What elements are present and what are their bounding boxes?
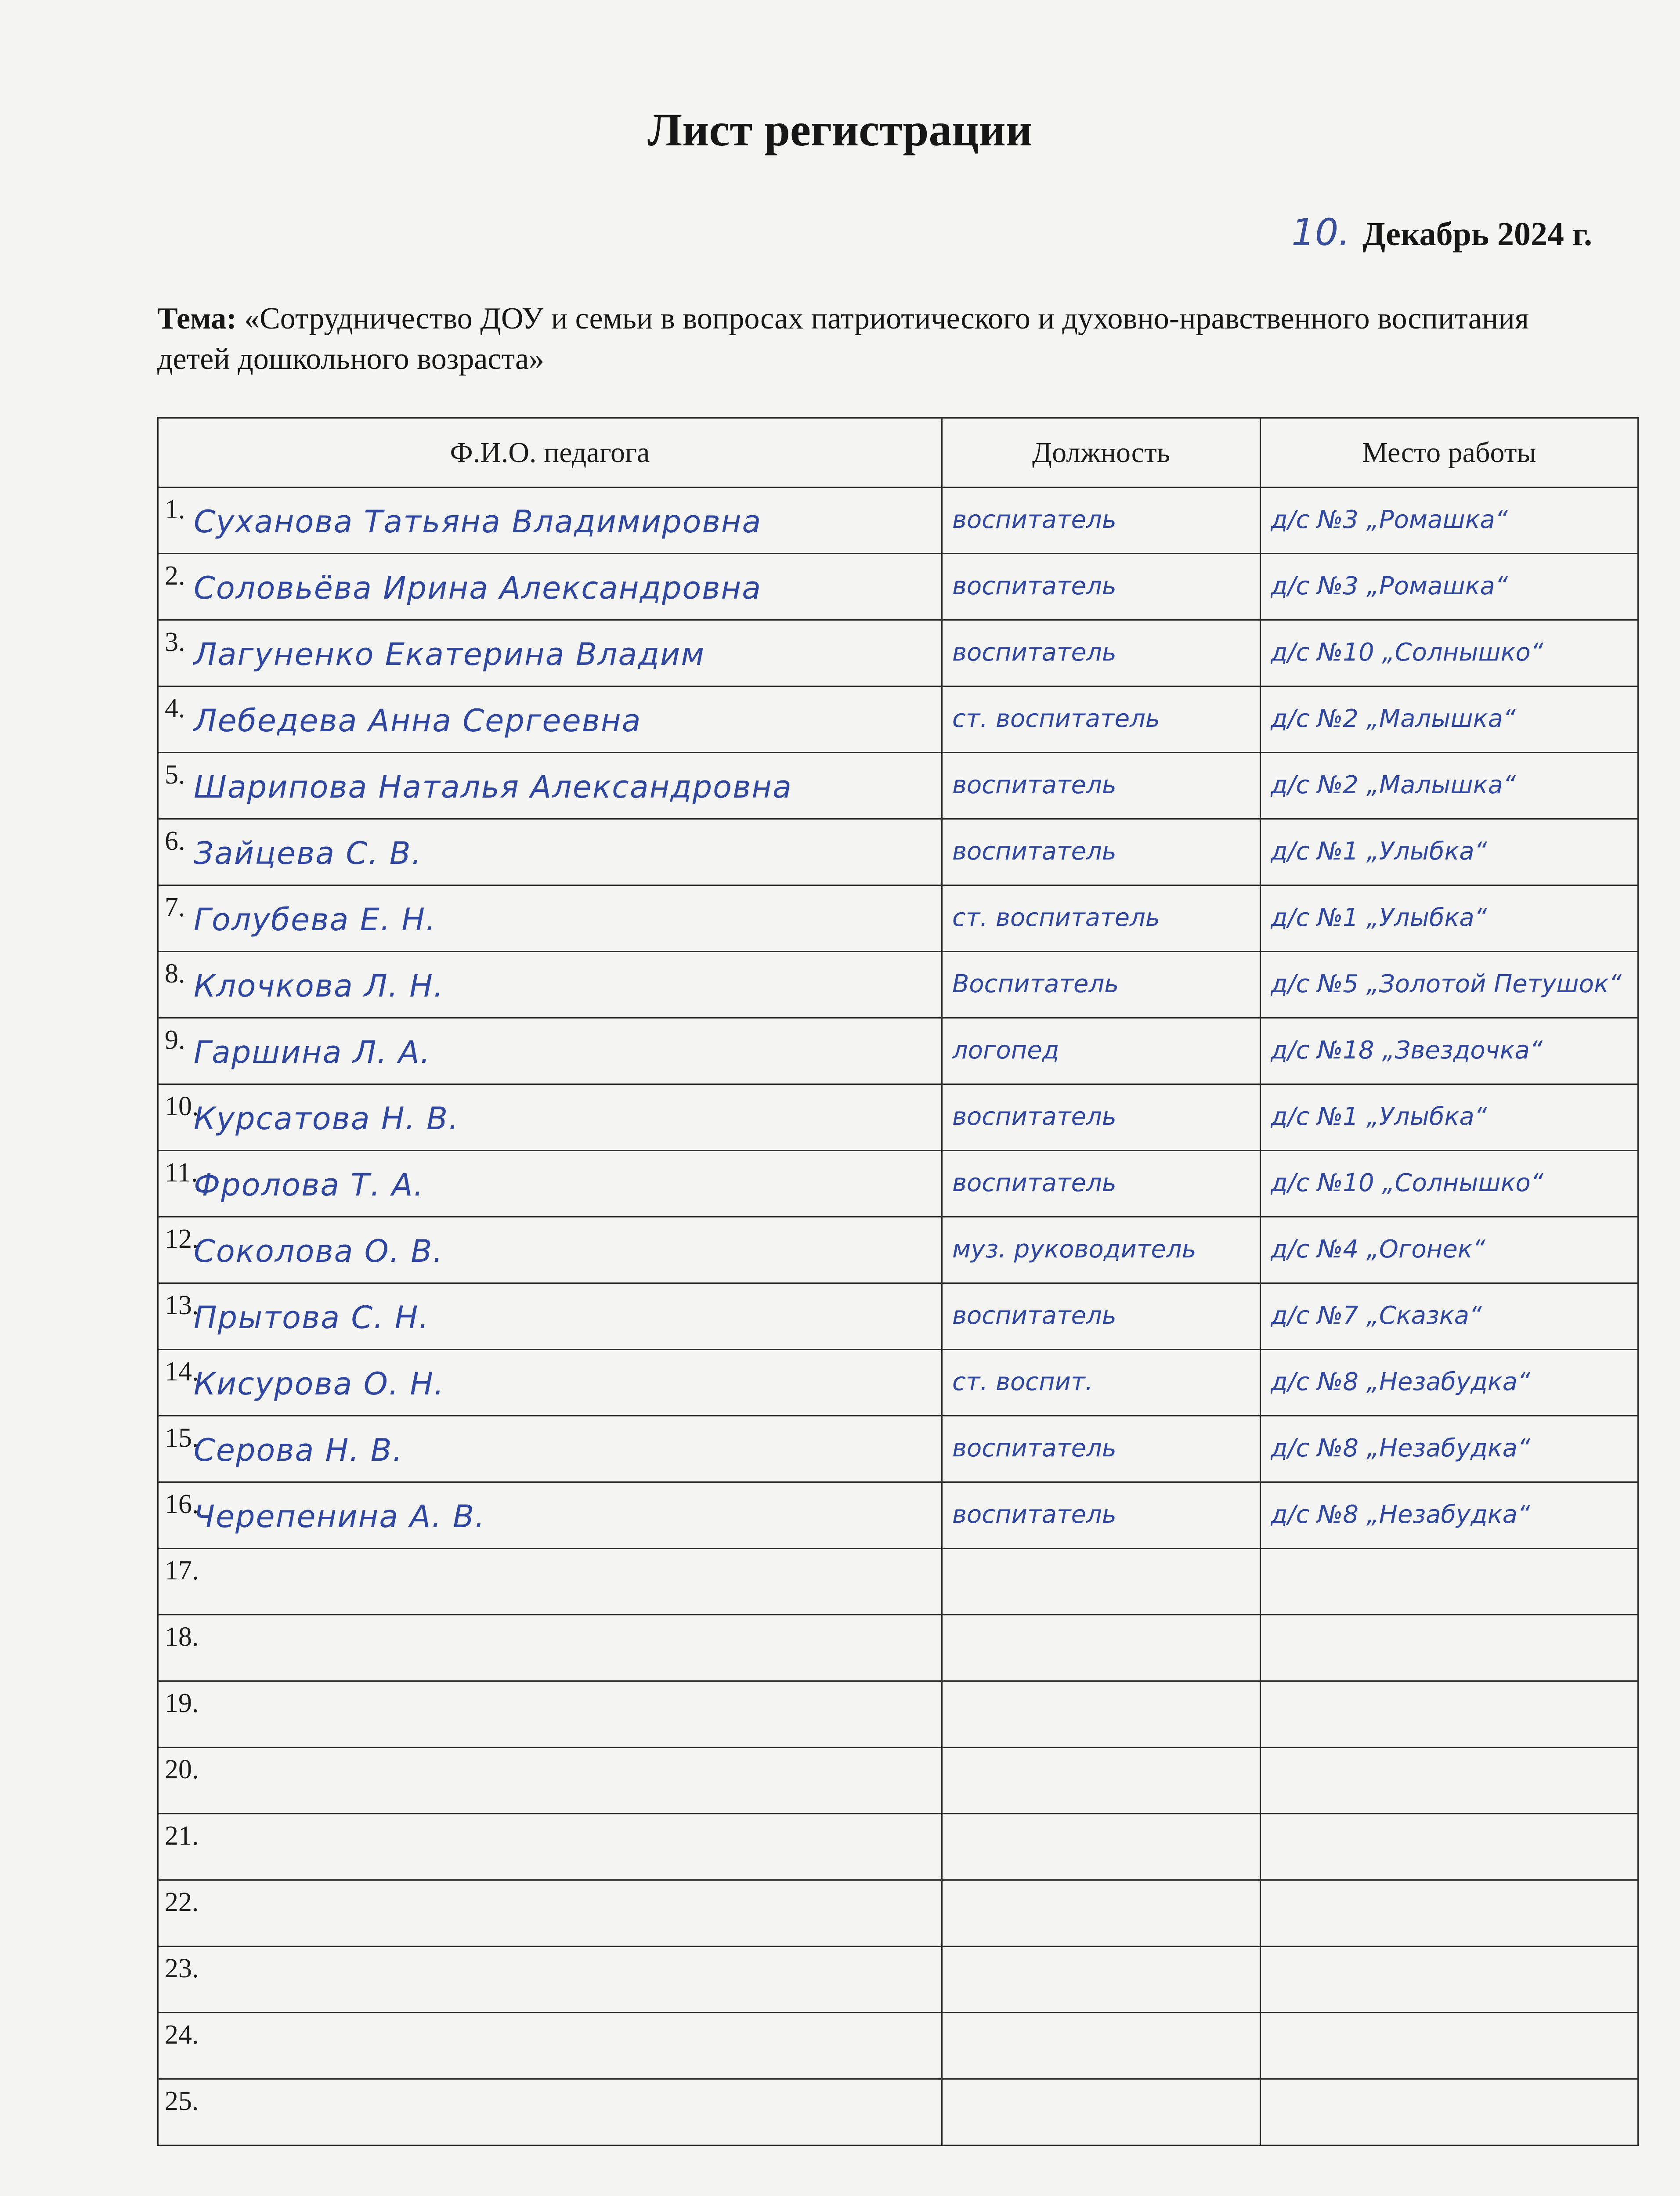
cell-workplace bbox=[1261, 1283, 1638, 1350]
handwritten-position: воспитатель bbox=[952, 1301, 1116, 1330]
cell-workplace bbox=[1261, 1151, 1638, 1217]
table-row bbox=[158, 1217, 1638, 1283]
handwritten-name: Кисурова О. Н. bbox=[194, 1366, 445, 1402]
table-row bbox=[158, 819, 1638, 885]
table-row bbox=[158, 1416, 1638, 1482]
cell-name bbox=[158, 1151, 942, 1217]
row-number: 12. bbox=[165, 1224, 199, 1254]
handwritten-position: воспитатель bbox=[952, 1169, 1116, 1197]
cell-position bbox=[942, 1217, 1261, 1283]
cell-name bbox=[158, 2079, 942, 2145]
cell-workplace bbox=[1261, 1416, 1638, 1482]
table-row bbox=[158, 1681, 1638, 1748]
cell-name bbox=[158, 753, 942, 819]
row-number: 18. bbox=[165, 1622, 199, 1652]
cell-name bbox=[158, 620, 942, 686]
handwritten-name: Черепенина А. В. bbox=[194, 1499, 486, 1535]
handwritten-workplace: д/с №7 „Сказка“ bbox=[1271, 1301, 1482, 1330]
row-number: 8. bbox=[165, 959, 185, 989]
cell-position bbox=[942, 1084, 1261, 1151]
table-row bbox=[158, 620, 1638, 686]
handwritten-name: Лагуненко Екатерина Владим bbox=[194, 636, 705, 672]
table-row bbox=[158, 753, 1638, 819]
table-row bbox=[158, 1880, 1638, 1947]
cell-name bbox=[158, 488, 942, 554]
handwritten-name: Лебедева Анна Сергеевна bbox=[194, 703, 642, 739]
handwritten-workplace: д/с №3 „Ромашка“ bbox=[1271, 572, 1508, 600]
cell-name bbox=[158, 819, 942, 885]
cell-workplace bbox=[1261, 819, 1638, 885]
handwritten-workplace: д/с №18 „Звездочка“ bbox=[1271, 1036, 1543, 1065]
row-number: 2. bbox=[165, 561, 185, 591]
table-row bbox=[158, 1084, 1638, 1151]
cell-position bbox=[942, 1416, 1261, 1482]
handwritten-name: Суханова Татьяна Владимировна bbox=[194, 504, 762, 540]
cell-position bbox=[942, 1615, 1261, 1681]
row-number: 20. bbox=[165, 1755, 199, 1784]
handwritten-position: воспитатель bbox=[952, 572, 1116, 600]
cell-position bbox=[942, 1814, 1261, 1880]
cell-workplace bbox=[1261, 2013, 1638, 2079]
cell-position bbox=[942, 1482, 1261, 1549]
cell-workplace bbox=[1261, 885, 1638, 952]
table-row bbox=[158, 1350, 1638, 1416]
handwritten-name: Соловьёва Ирина Александровна bbox=[194, 570, 762, 606]
handwritten-position: логопед bbox=[952, 1036, 1059, 1065]
table-row bbox=[158, 488, 1638, 554]
handwritten-position: воспитатель bbox=[952, 1500, 1116, 1529]
cell-position bbox=[942, 488, 1261, 554]
handwritten-name: Голубева Е. Н. bbox=[194, 902, 437, 938]
row-number: 21. bbox=[165, 1821, 199, 1851]
cell-position bbox=[942, 819, 1261, 885]
cell-position bbox=[942, 1549, 1261, 1615]
row-number: 1. bbox=[165, 495, 185, 524]
cell-name bbox=[158, 686, 942, 753]
handwritten-name: Зайцева С. В. bbox=[194, 835, 423, 871]
handwritten-name: Прытова С. Н. bbox=[194, 1300, 430, 1336]
date-text: Декабрь 2024 г. bbox=[1362, 216, 1592, 253]
cell-name bbox=[158, 1416, 942, 1482]
row-number: 17. bbox=[165, 1556, 199, 1586]
row-number: 4. bbox=[165, 693, 185, 723]
topic-text: «Сотрудничество ДОУ и семьи в вопросах патриотического и духовно-нравственного воспитания детей дошкольного возраста» bbox=[157, 302, 1529, 376]
handwritten-name: Шарипова Наталья Александровна bbox=[194, 769, 792, 805]
handwritten-workplace: д/с №1 „Улыбка“ bbox=[1271, 1102, 1487, 1131]
row-number: 14. bbox=[165, 1357, 199, 1387]
row-number: 6. bbox=[165, 826, 185, 856]
cell-workplace bbox=[1261, 2079, 1638, 2145]
handwritten-workplace: д/с №2 „Малышка“ bbox=[1271, 704, 1516, 733]
cell-position bbox=[942, 1283, 1261, 1350]
cell-workplace bbox=[1261, 1947, 1638, 2013]
cell-position bbox=[942, 1748, 1261, 1814]
handwritten-workplace: д/с №2 „Малышка“ bbox=[1271, 771, 1516, 799]
handwritten-position: воспитатель bbox=[952, 837, 1116, 866]
row-number: 5. bbox=[165, 760, 185, 790]
table-row bbox=[158, 2013, 1638, 2079]
table-row bbox=[158, 1151, 1638, 1217]
table-row bbox=[158, 1615, 1638, 1681]
handwritten-workplace: д/с №1 „Улыбка“ bbox=[1271, 837, 1487, 866]
row-number: 13. bbox=[165, 1290, 199, 1320]
handwritten-position: ст. воспит. bbox=[952, 1368, 1093, 1396]
cell-position bbox=[942, 885, 1261, 952]
cell-position bbox=[942, 686, 1261, 753]
cell-name bbox=[158, 1283, 942, 1350]
handwritten-name: Фролова Т. А. bbox=[194, 1167, 424, 1203]
table-row bbox=[158, 1549, 1638, 1615]
cell-name bbox=[158, 1217, 942, 1283]
table-body bbox=[158, 488, 1638, 2145]
table-row bbox=[158, 1947, 1638, 2013]
cell-workplace bbox=[1261, 1482, 1638, 1549]
table-row bbox=[158, 1482, 1638, 1549]
table-row bbox=[158, 1814, 1638, 1880]
cell-position bbox=[942, 2013, 1261, 2079]
cell-name bbox=[158, 1814, 942, 1880]
cell-position bbox=[942, 1151, 1261, 1217]
cell-workplace bbox=[1261, 686, 1638, 753]
column-header-position: Должность bbox=[942, 418, 1261, 488]
cell-workplace bbox=[1261, 1880, 1638, 1947]
cell-workplace bbox=[1261, 488, 1638, 554]
cell-name bbox=[158, 952, 942, 1018]
cell-position bbox=[942, 554, 1261, 620]
cell-name bbox=[158, 1681, 942, 1748]
handwritten-position: воспитатель bbox=[952, 638, 1116, 667]
handwritten-name: Курсатова Н. В. bbox=[194, 1101, 459, 1137]
table-row bbox=[158, 1283, 1638, 1350]
row-number: 3. bbox=[165, 627, 185, 657]
cell-position bbox=[942, 1018, 1261, 1084]
row-number: 9. bbox=[165, 1025, 185, 1055]
cell-name bbox=[158, 554, 942, 620]
row-number: 25. bbox=[165, 2086, 199, 2116]
cell-workplace bbox=[1261, 620, 1638, 686]
handwritten-workplace: д/с №1 „Улыбка“ bbox=[1271, 903, 1487, 932]
cell-workplace bbox=[1261, 1681, 1638, 1748]
row-number: 7. bbox=[165, 892, 185, 922]
cell-workplace bbox=[1261, 554, 1638, 620]
cell-position bbox=[942, 753, 1261, 819]
row-number: 23. bbox=[165, 1954, 199, 1983]
table-row bbox=[158, 1018, 1638, 1084]
registration-table bbox=[157, 417, 1639, 2146]
page-title: Лист регистрации bbox=[647, 104, 1033, 155]
cell-workplace bbox=[1261, 1615, 1638, 1681]
handwritten-position: муз. руководитель bbox=[952, 1235, 1196, 1264]
row-number: 10. bbox=[165, 1091, 199, 1121]
handwritten-workplace: д/с №10 „Солнышко“ bbox=[1271, 1169, 1543, 1197]
date-line bbox=[1291, 211, 1592, 254]
handwritten-workplace: д/с №10 „Солнышко“ bbox=[1271, 638, 1543, 667]
table-row bbox=[158, 1748, 1638, 1814]
cell-workplace bbox=[1261, 1748, 1638, 1814]
cell-name bbox=[158, 1880, 942, 1947]
handwritten-position: воспитатель bbox=[952, 1434, 1116, 1463]
cell-name bbox=[158, 1018, 942, 1084]
handwritten-name: Серова Н. В. bbox=[194, 1432, 404, 1468]
topic-label: Тема: bbox=[157, 302, 237, 336]
cell-position bbox=[942, 2079, 1261, 2145]
handwritten-name: Клочкова Л. Н. bbox=[194, 968, 444, 1004]
cell-position bbox=[942, 1880, 1261, 1947]
handwritten-name: Гаршина Л. А. bbox=[194, 1034, 431, 1070]
handwritten-position: воспитатель bbox=[952, 771, 1116, 799]
handwritten-position: ст. воспитатель bbox=[952, 704, 1160, 733]
cell-workplace bbox=[1261, 1549, 1638, 1615]
row-number: 24. bbox=[165, 2020, 199, 2050]
cell-name bbox=[158, 1615, 942, 1681]
cell-workplace bbox=[1261, 1084, 1638, 1151]
table-row bbox=[158, 554, 1638, 620]
row-number: 22. bbox=[165, 1887, 199, 1917]
cell-workplace bbox=[1261, 952, 1638, 1018]
handwritten-workplace: д/с №3 „Ромашка“ bbox=[1271, 506, 1508, 534]
cell-name bbox=[158, 885, 942, 952]
cell-workplace bbox=[1261, 1350, 1638, 1416]
column-header-workplace: Место работы bbox=[1261, 418, 1638, 488]
handwritten-workplace: д/с №8 „Незабудка“ bbox=[1271, 1368, 1531, 1396]
cell-name bbox=[158, 1947, 942, 2013]
topic bbox=[157, 299, 1585, 379]
table-header-row bbox=[158, 418, 1638, 488]
handwritten-position: Воспитатель bbox=[952, 970, 1119, 998]
handwritten-position: воспитатель bbox=[952, 1102, 1116, 1131]
cell-name bbox=[158, 1549, 942, 1615]
date-day-handwritten: 10. bbox=[1291, 211, 1351, 254]
cell-position bbox=[942, 1350, 1261, 1416]
handwritten-position: ст. воспитатель bbox=[952, 903, 1160, 932]
handwritten-position: воспитатель bbox=[952, 506, 1116, 534]
handwritten-name: Соколова О. В. bbox=[194, 1233, 444, 1269]
cell-name bbox=[158, 2013, 942, 2079]
cell-workplace bbox=[1261, 1814, 1638, 1880]
table-row bbox=[158, 686, 1638, 753]
cell-position bbox=[942, 952, 1261, 1018]
cell-workplace bbox=[1261, 1018, 1638, 1084]
column-header-name: Ф.И.О. педагога bbox=[158, 418, 942, 488]
row-number: 16. bbox=[165, 1489, 199, 1519]
row-number: 11. bbox=[165, 1158, 198, 1188]
cell-name bbox=[158, 1350, 942, 1416]
cell-position bbox=[942, 1681, 1261, 1748]
cell-position bbox=[942, 1947, 1261, 2013]
row-number: 15. bbox=[165, 1423, 199, 1453]
handwritten-workplace: д/с №8 „Незабудка“ bbox=[1271, 1434, 1531, 1463]
table-row bbox=[158, 2079, 1638, 2145]
cell-position bbox=[942, 620, 1261, 686]
row-number: 19. bbox=[165, 1688, 199, 1718]
cell-name bbox=[158, 1084, 942, 1151]
cell-name bbox=[158, 1482, 942, 1549]
handwritten-workplace: д/с №5 „Золотой Петушок“ bbox=[1271, 970, 1622, 998]
cell-name bbox=[158, 1748, 942, 1814]
table-row bbox=[158, 885, 1638, 952]
table-row bbox=[158, 952, 1638, 1018]
handwritten-workplace: д/с №8 „Незабудка“ bbox=[1271, 1500, 1531, 1529]
handwritten-workplace: д/с №4 „Огонек“ bbox=[1271, 1235, 1485, 1264]
cell-workplace bbox=[1261, 753, 1638, 819]
cell-workplace bbox=[1261, 1217, 1638, 1283]
